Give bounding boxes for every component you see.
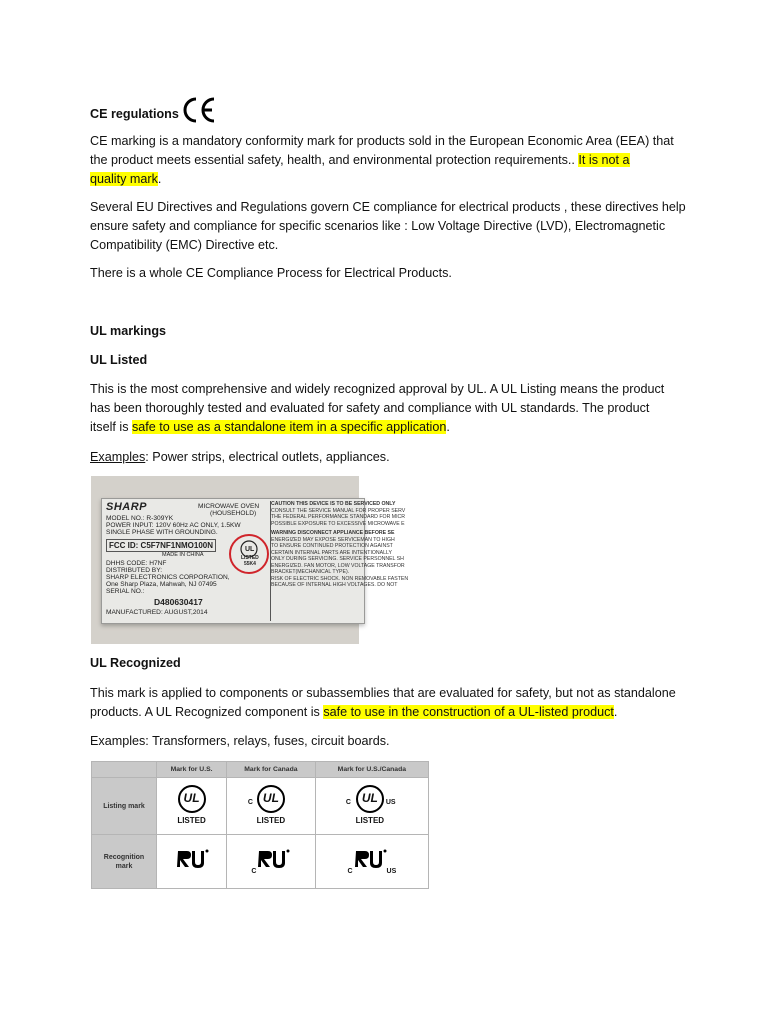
ur-recognized-icon: [353, 847, 387, 871]
listed-text: LISTED: [256, 816, 286, 825]
serial-label: SERIAL NO.:: [106, 588, 145, 595]
header-us: Mark for U.S.: [157, 762, 227, 778]
ul-marks-table: [91, 761, 429, 889]
ul-heading: UL markings: [90, 324, 167, 338]
caution-warning-block: [270, 501, 409, 621]
warning-line: CERTAIN INTERNAL PARTS ARE INTENTIONALLY: [271, 549, 392, 556]
ce-heading-text: CE regulations: [90, 107, 179, 121]
ul-recognized-paragraph: [90, 684, 690, 722]
ce-highlight-1: It is not a: [578, 153, 630, 167]
company-address: One Sharp Plaza, Mahwah, NJ 07495: [106, 581, 217, 588]
ul-listed-examples: [90, 448, 690, 467]
ce-p1-line2: the product meets essential safety, health, and environmental protection requirements..: [90, 153, 579, 167]
ul-listed-line1: This is the most comprehensive and widely recognized approval by UL. A UL Listing means the product: [90, 382, 665, 396]
ul-listed-seal-icon: [228, 533, 270, 575]
microwave-label-photo: [91, 476, 409, 644]
table-corner: [92, 762, 157, 778]
ul-listed-line3-pre: itself is: [90, 420, 132, 434]
serial-number: D480630417: [154, 597, 203, 607]
listing-mark-canada: [227, 778, 316, 835]
ur-recognized-icon: [175, 847, 209, 871]
header-us-canada: Mark for U.S./Canada: [315, 762, 428, 778]
ul-seal-code: 55K4: [244, 561, 256, 567]
us-letters: US: [386, 868, 397, 875]
ul-seal-text: UL: [245, 546, 255, 553]
recognition-label-2: mark: [115, 862, 133, 870]
header-canada: Mark for Canada: [227, 762, 316, 778]
ce-paragraph-2: [90, 198, 690, 255]
manufactured-date: MANUFACTURED: AUGUST,2014: [106, 609, 208, 616]
warning-line: ENERGIZED. FAN MOTOR, LOW VOLTAGE TRANSFOR: [271, 562, 405, 569]
caution-line: THE FEDERAL PERFORMANCE STANDARD FOR MICR: [271, 514, 406, 520]
recognition-mark-canada: [227, 835, 316, 889]
ul-letters: UL: [361, 791, 378, 805]
company-name: SHARP ELECTRONICS CORPORATION,: [106, 574, 230, 581]
ul-recognized-line1: This mark is applied to components or subassemblies that are evaluated for safety, but not as standalone: [90, 686, 676, 700]
ur-recognized-icon: [256, 847, 290, 871]
c-letter: C: [345, 799, 351, 806]
listing-mark-us-canada: [315, 778, 428, 835]
ul-recognized-heading: UL Recognized: [90, 656, 181, 670]
ce-paragraph-1: [90, 132, 690, 189]
row-label-recognition: [92, 835, 157, 889]
warning-line: BECAUSE OF INTERNAL HIGH VOLTAGES. DO NOT: [271, 582, 398, 588]
ul-seal-listed: LISTED: [241, 555, 259, 561]
recognition-label-1: Recognition: [103, 853, 145, 861]
caution-line: CONSULT THE SERVICE MANUAL FOR PROPER SERV: [271, 507, 406, 514]
phase-info: SINGLE PHASE WITH GROUNDING.: [106, 529, 218, 536]
warning-line: RISK OF ELECTRIC SHOCK. NON REMOVABLE FASTEN: [271, 575, 409, 582]
c-letter: C: [251, 868, 257, 875]
row-label-listing: Listing mark: [92, 778, 157, 835]
ce-p2-line1: Several EU Directives and Regulations govern CE compliance for electrical products , these directives help: [90, 200, 686, 214]
model-number: MODEL NO.: R-309YK: [106, 515, 174, 522]
listed-text: LISTED: [355, 816, 385, 825]
product-type: MICROWAVE OVEN: [198, 503, 260, 510]
warning-line: BRACKET(MECHANICAL TYPE).: [271, 569, 350, 575]
distributed-by: DISTRIBUTED BY:: [106, 567, 163, 574]
c-letter: C: [347, 868, 353, 875]
product-household: (HOUSEHOLD): [210, 510, 257, 517]
ce-p1-line1: CE marking is a mandatory conformity mark for products sold in the European Economic Area (EEA) that: [90, 134, 674, 148]
fcc-id: FCC ID: C5F7NF1NMO100N: [106, 539, 216, 552]
recognition-mark-us: [157, 835, 227, 889]
examples-label: Examples: [90, 450, 146, 464]
ul-listed-highlight: safe to use as a standalone item in a specific application: [132, 420, 447, 434]
listed-examples-text: : Power strips, electrical outlets, appliances.: [145, 450, 390, 464]
power-input: POWER INPUT: 120V 60Hz AC ONLY, 1.5KW: [106, 522, 241, 529]
ul-recognized-line2-pre: products. A UL Recognized component is: [90, 705, 324, 719]
ul-listed-line2: has been thoroughly tested and evaluated for safety and compliance with UL standards. The product: [90, 401, 650, 415]
warning-line: ENERGIZED MAY EXPOSE SERVICEMAN TO HIGH: [271, 536, 395, 543]
ul-listed-line3-end: .: [446, 420, 450, 434]
ce-mark-icon: [181, 96, 217, 124]
us-letters: US: [385, 799, 396, 806]
listed-text: LISTED: [177, 816, 206, 825]
warning-line: WARNING DISCONNECT APPLIANCE BEFORE SE: [271, 530, 395, 536]
ul-recognized-examples: Examples: Transformers, relays, fuses, circuit boards.: [90, 734, 390, 748]
brand-logo: SHARP: [106, 501, 148, 513]
rating-plate: [101, 498, 409, 624]
ce-p2-line2: ensure safety and compliance for specific scenarios like : Low Voltage Directive (LVD), Electromagnetic: [90, 219, 666, 233]
ul-letters: UL: [183, 791, 200, 805]
ce-highlight-2: quality mark: [90, 172, 158, 186]
dhhs-code: DHHS CODE: H7NF: [106, 560, 167, 567]
ul-listed-heading: UL Listed: [90, 353, 148, 367]
ce-heading: [90, 96, 690, 124]
caution-line: CAUTION THIS DEVICE IS TO BE SERVICED ONLY: [271, 501, 396, 507]
ul-letters: UL: [262, 791, 279, 805]
recognition-mark-us-canada: [315, 835, 428, 889]
warning-line: TO ENSURE CONTINUED PROTECTION AGAINST: [271, 543, 393, 549]
ce-p3-text: There is a whole CE Compliance Process for Electrical Products.: [90, 266, 452, 280]
listing-mark-us: [157, 778, 227, 835]
ce-p1-end: .: [157, 172, 162, 186]
made-in: MADE IN CHINA: [162, 552, 204, 558]
ul-recognized-line2-end: .: [613, 705, 618, 719]
c-letter: C: [247, 799, 253, 806]
caution-line: POSSIBLE EXPOSURE TO EXCESSIVE MICROWAVE E: [271, 520, 405, 527]
warning-line: ONLY DURING SERVICING. SERVICE PERSONNEL SH: [271, 556, 404, 562]
ce-paragraph-3: [90, 264, 690, 283]
ce-p2-line3: Compatibility (EMC) Directive etc.: [90, 238, 279, 252]
ul-recognized-highlight: safe to use in the construction of a UL-listed product: [323, 705, 614, 719]
ul-listed-paragraph: [90, 380, 690, 437]
